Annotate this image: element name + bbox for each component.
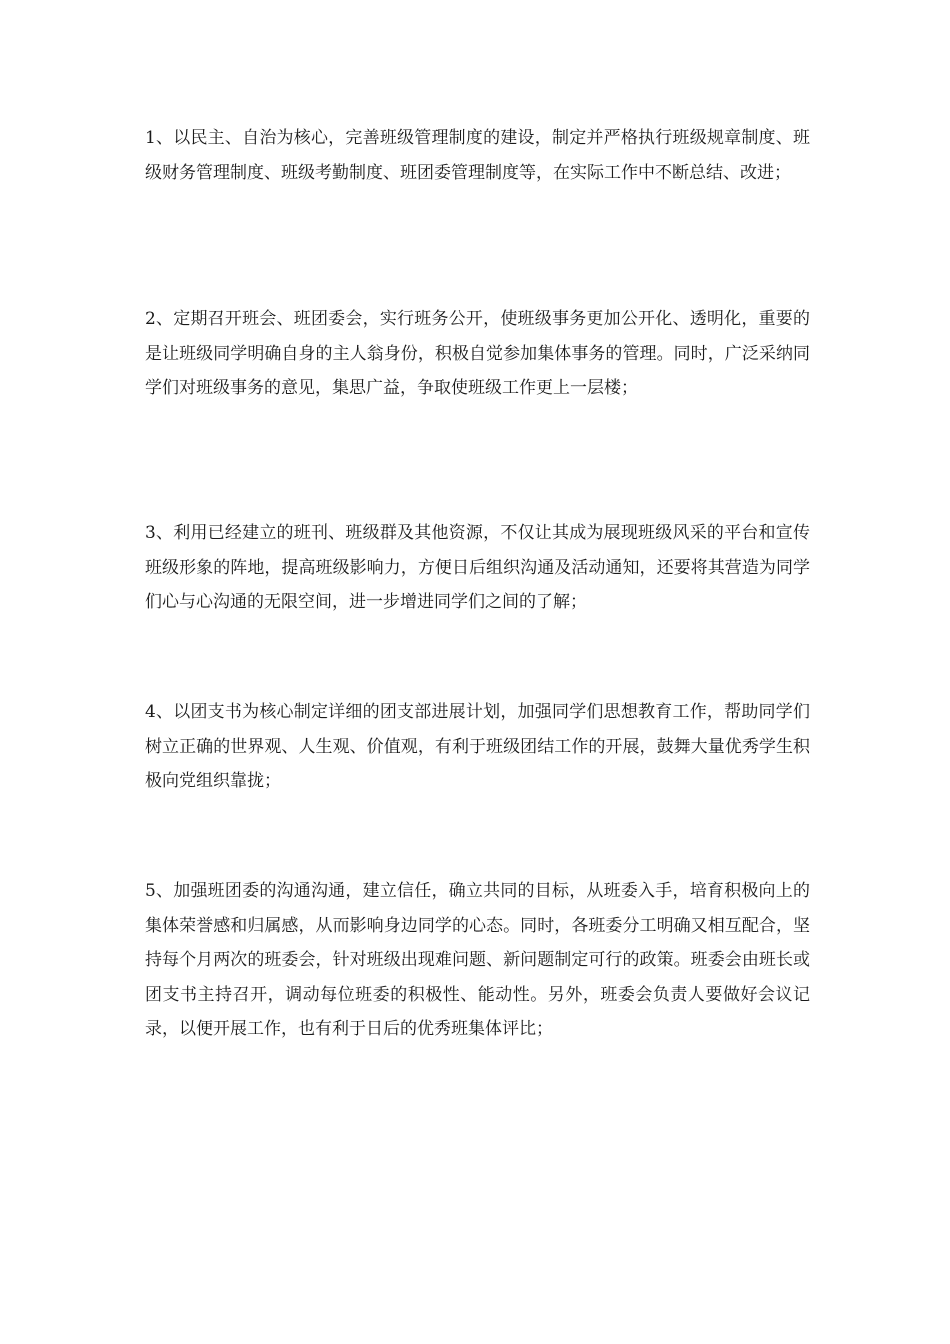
paragraph-1: 1、以民主、自治为核心，完善班级管理制度的建设，制定并严格执行班级规章制度、班级财务管理制度、班级考勤制度、班团委管理制度等，在实际工作中不断总结、改进； [145, 128, 810, 183]
paragraph-4: 4、以团支书为核心制定详细的团支部进展计划，加强同学们思想教育工作，帮助同学们树立正确的世界观、人生观、价值观，有利于班级团结工作的开展，鼓舞大量优秀学生积极向党组织靠拢； [145, 702, 810, 791]
paragraph-5: 5、加强班团委的沟通沟通，建立信任，确立共同的目标，从班委入手，培育积极向上的集体荣誉感和归属感，从而影响身边同学的心态。同时，各班委分工明确又相互配合，坚持每个月两次的班委会，针对班级出现难问题、新问题制定可行的政策。班委会由班长或团支书主持召开，调动每位班委的积极性、能动性。另外，班委会负责人要做好会议记录，以便开展工作，也有利于日后的优秀班集体评比； [145, 881, 810, 1039]
paragraph-2: 2、定期召开班会、班团委会，实行班务公开，使班级事务更加公开化、透明化，重要的是让班级同学明确自身的主人翁身份，积极自觉参加集体事务的管理。同时，广泛采纳同学们对班级事务的意见，集思广益，争取使班级工作更上一层楼； [145, 309, 810, 398]
paragraph-3: 3、利用已经建立的班刊、班级群及其他资源，不仅让其成为展现班级风采的平台和宣传班级形象的阵地，提高班级影响力，方便日后组织沟通及活动通知，还要将其营造为同学们心与心沟通的无限空间，进一步增进同学们之间的了解； [145, 523, 810, 612]
